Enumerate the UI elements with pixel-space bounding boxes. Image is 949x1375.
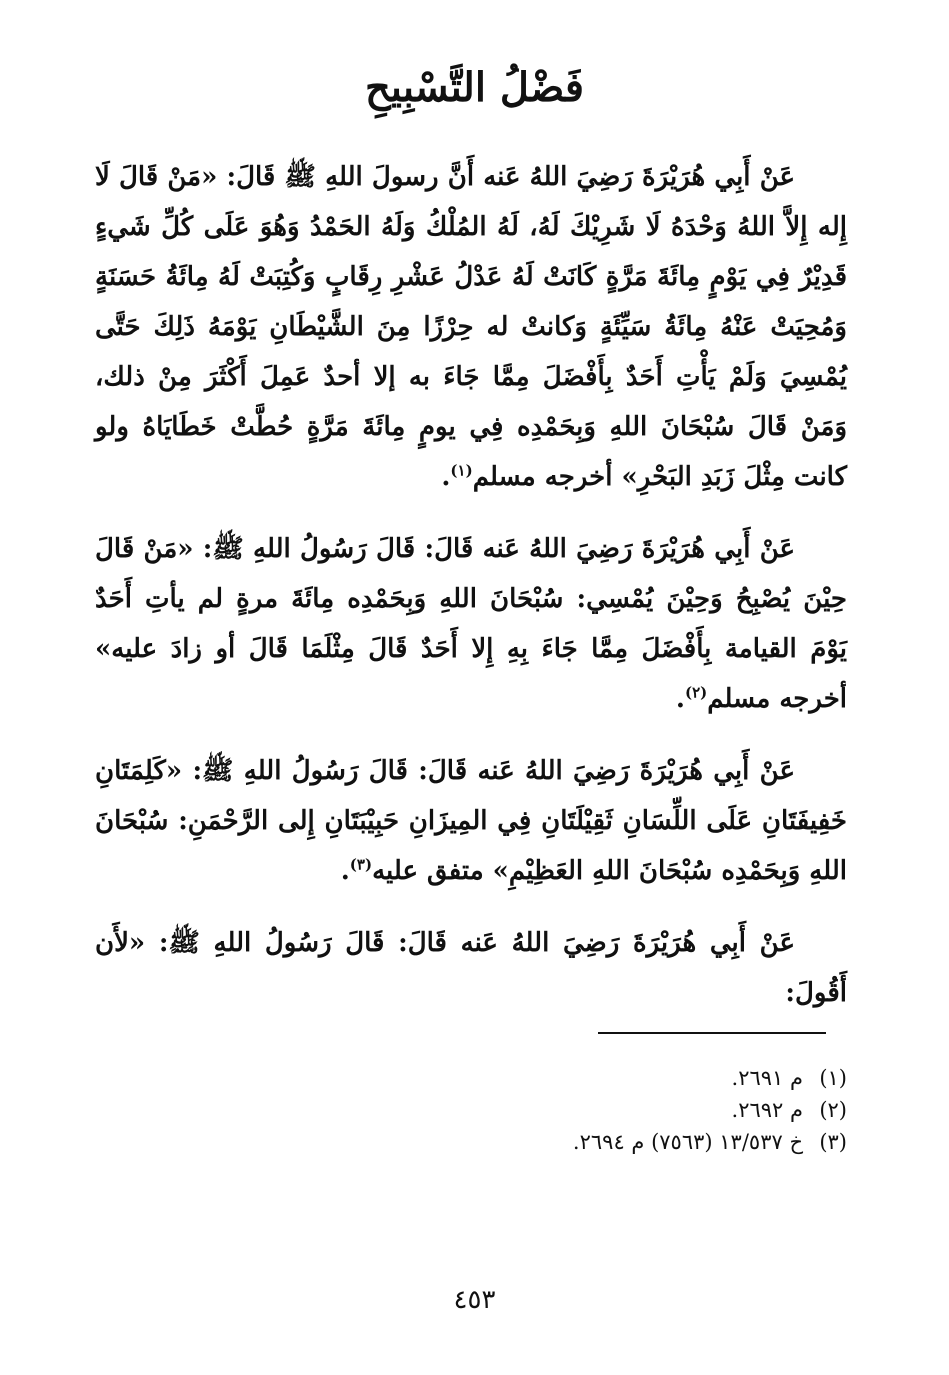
hadith-text-3: عَنْ أَبِي هُرَيْرَةَ رَضِيَ اللهُ عَنه قَالَ: قَالَ رَسُولُ اللهِ ﷺ: «كَلِمَتَانِ خَفِيفَتَانِ عَلَى اللِّسَانِ ثَقِيْلَتَانِ فِي المِيزَانِ حَبِيْبَتَانِ إِلى الرَّحْمَنِ: سُبْحَانَ اللهِ وَبِحَمْدِه سُبْحَانَ اللهِ العَظِيْمِ» متفق عليه [95, 756, 847, 886]
page-number: ٤٥٣ [453, 1285, 496, 1315]
hadith-end-3: . [340, 856, 350, 886]
hadith-text-2: عَنْ أَبِي هُرَيْرَةَ رَضِيَ اللهُ عَنه قَالَ: قَالَ رَسُولُ اللهِ ﷺ: «مَنْ قَالَ حِيْنَ يُصْبِحُ وَحِيْنَ يُمْسِي: سُبْحَانَ اللهِ وَبِحَمْدِه مِائَةَ مرةٍ لم يأتِ أَحَدٌ يَوْمَ القيامة بِأَفْضَلَ مِمَّا جَاءَ بِهِ إِلا أَحَدٌ قَالَ مِثْلَمَا قَالَ أو زادَ عليه» أخرجه مسلم [95, 534, 847, 714]
hadith-paragraph-2 [95, 524, 847, 724]
footnote-ref-3: (٣) [349, 855, 373, 874]
chapter-title: فَضْلُ التَّسْبِيحِ [364, 64, 585, 111]
hadith-paragraph-1 [95, 152, 847, 502]
footnote-text: م ٢٦٩٢. [731, 1098, 803, 1122]
main-text [95, 152, 847, 1040]
footnote-text: خ ١٣/٥٣٧ (٧٥٦٣) م ٢٦٩٤. [572, 1130, 803, 1154]
footnote-ref-1: (١) [450, 461, 473, 480]
hadith-paragraph-3 [95, 746, 847, 896]
footnote-divider [598, 1032, 826, 1034]
hadith-text-1: عَنْ أَبِي هُرَيْرَةَ رَضِيَ اللهُ عَنه أَنَّ رسولَ اللهِ ﷺ قَالَ: «مَنْ قَالَ لَا إِله إِلاَّ اللهُ وَحْدَهُ لَا شَرِيْكَ لَهُ، لَهُ المُلْكُ وَلَهُ الحَمْدُ وَهُوَ عَلَى كُلِّ شَيءٍ قَدِيْرٌ فِي يَوْمٍ مِائَةَ مَرَّةٍ كَانَتْ لَهُ عَدْلُ عَشْرِ رِقَابٍ وَكُتِبَتْ لَهُ مِائَةُ حَسَنَةٍ وَمُحِيَتْ عَنْهُ مِائَةُ سَيِّئَةٍ وَكانتْ له حِرْزًا مِنَ الشَّيْطَانِ يَوْمَهُ ذَلِكَ حَتَّى يُمْسِيَ وَلَمْ يَأْتِ أَحَدٌ بِأَفْضَلَ مِمَّا جَاءَ به إلا أحدٌ عَمِلَ أَكْثَرَ مِنْ ذلك، وَمَنْ قَالَ سُبْحَانَ اللهِ وَبِحَمْدِه فِي يومٍ مِائَةَ مَرَّةٍ حُطَّتْ خَطَايَاهُ ولو كانت مِثْلَ زَبَدِ البَحْرِ» أخرجه مسلم [95, 162, 847, 492]
hadith-end-2: . [675, 684, 685, 714]
footnote-number: (٣) [819, 1130, 847, 1154]
hadith-text-4: عَنْ أَبِي هُرَيْرَةَ رَضِيَ اللهُ عَنه قَالَ: قَالَ رَسُولُ اللهِ ﷺ: «لأَن أَقُولَ: [95, 928, 847, 1008]
hadith-paragraph-4 [95, 918, 847, 1018]
footnote-ref-2: (٢) [684, 683, 708, 702]
footnote-text: م ٢٦٩١. [731, 1066, 803, 1090]
footnote-number: (١) [819, 1066, 847, 1090]
hadith-end-1: . [441, 462, 451, 492]
footnote-number: (٢) [819, 1098, 847, 1122]
footnote-item [95, 1094, 847, 1126]
footnote-item [95, 1062, 847, 1094]
footnote-item [95, 1126, 847, 1158]
footnotes-list [95, 1062, 847, 1158]
